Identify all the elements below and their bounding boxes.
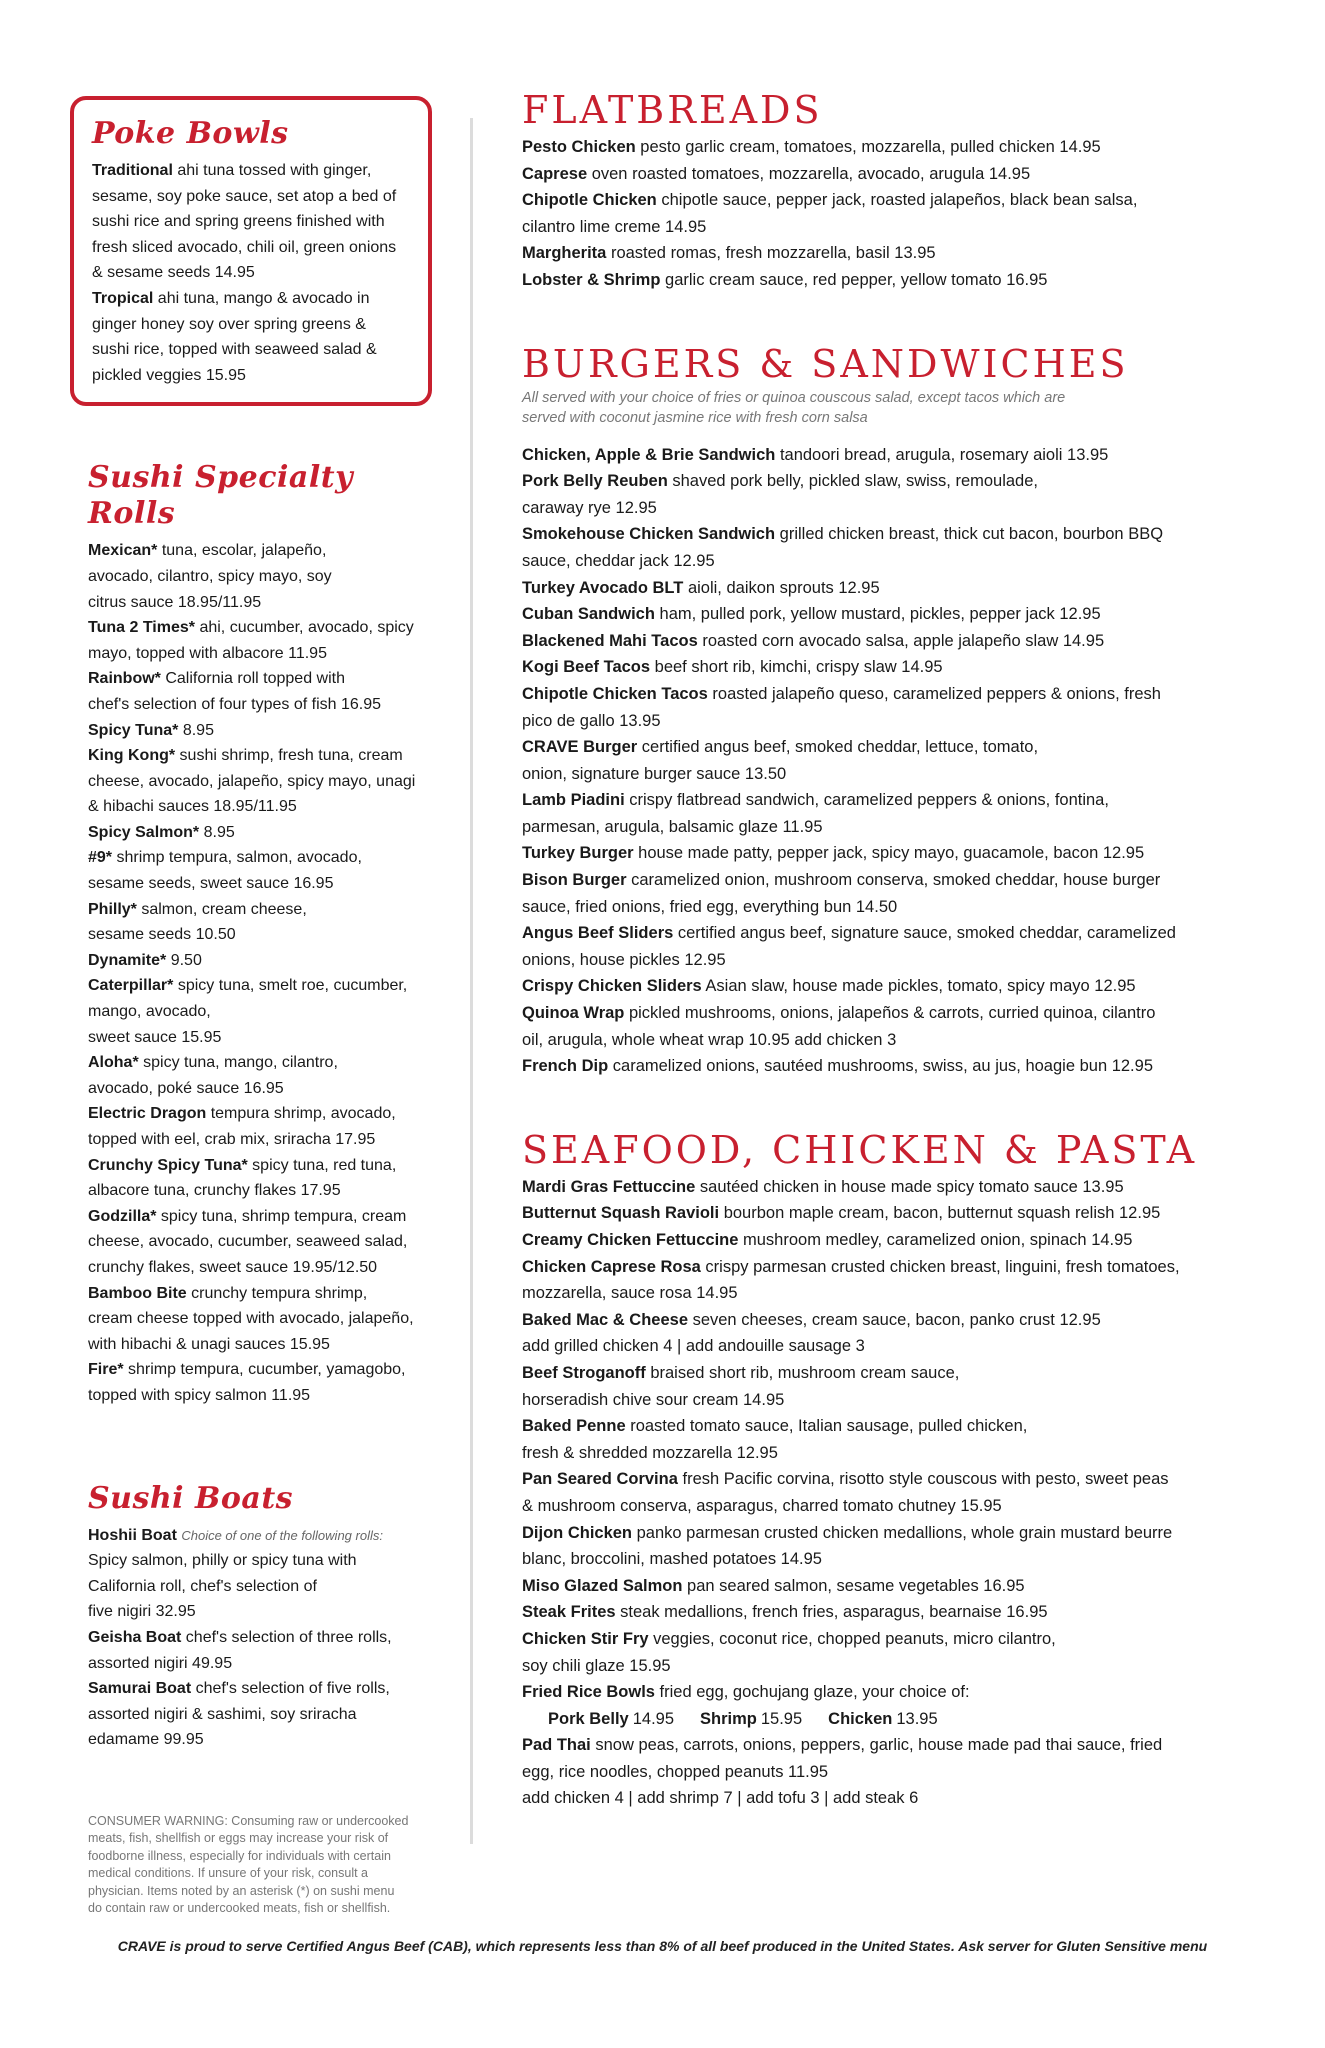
warning-line: physician. Items noted by an asterisk (*) on sushi menu xyxy=(88,1883,395,1898)
poke-bowls-list xyxy=(92,158,414,388)
item-description-line: assorted nigiri 49.95 xyxy=(88,1654,233,1672)
menu-item xyxy=(88,615,440,641)
menu-item xyxy=(522,654,1282,681)
item-description: garlic cream sauce, red pepper, yellow tomato 16.95 xyxy=(660,270,1048,289)
right-column xyxy=(522,88,1282,1860)
item-name: Dynamite* xyxy=(88,951,167,969)
item-description-line: mozzarella, sauce rosa 14.95 xyxy=(522,1284,738,1303)
item-name: Crunchy Spicy Tuna* xyxy=(88,1156,248,1174)
item-name: Mardi Gras Fettuccine xyxy=(522,1177,696,1196)
footer-note: CRAVE is proud to serve Certified Angus Beef (CAB), which represents less than 8% of all beef produced in the United States. Ask server for Gluten Sensitive menu xyxy=(117,1938,1208,1954)
warning-line: do contain raw or undercooked meats, fish or shellfish. xyxy=(88,1901,391,1916)
item-description-line: & sesame seeds 14.95 xyxy=(92,264,255,282)
menu-item xyxy=(522,601,1282,628)
menu-item xyxy=(522,1413,1282,1440)
item-description-line: edamame 99.95 xyxy=(88,1731,204,1749)
seafood-list xyxy=(522,1174,1282,1706)
item-name: Beef Stroganoff xyxy=(522,1363,646,1382)
item-description-line: avocado, cilantro, spicy mayo, soy xyxy=(88,567,332,585)
item-name: Tuna 2 Times* xyxy=(88,619,195,637)
item-description-line: cream cheese topped with avocado, jalapeño, xyxy=(88,1310,414,1328)
sushi-boats-title: Sushi Boats xyxy=(88,1480,294,1516)
item-name: Geisha Boat xyxy=(88,1628,182,1646)
item-description: 9.50 xyxy=(166,951,202,969)
item-description-line: sesame, soy poke sauce, set atop a bed of xyxy=(92,187,397,205)
menu-item xyxy=(522,240,1282,267)
item-description: crunchy tempura shrimp, xyxy=(186,1284,368,1302)
item-description: ahi tuna tossed with ginger, xyxy=(172,162,372,179)
option-name: Chicken xyxy=(828,1709,893,1728)
sushi-boats-list xyxy=(88,1625,440,1753)
item-description: ahi tuna, mango & avocado in xyxy=(153,289,370,307)
menu-item xyxy=(522,1000,1282,1027)
item-description: spicy tuna, smelt roe, cucumber, xyxy=(173,977,408,995)
note-line: served with coconut jasmine rice with fresh corn salsa xyxy=(522,409,868,426)
item-name: Kogi Beef Tacos xyxy=(522,658,651,677)
item-description: pesto garlic cream, tomatoes, mozzarella, pulled chicken 14.95 xyxy=(635,138,1101,156)
item-description-line: sesame seeds, sweet sauce 16.95 xyxy=(88,875,334,893)
item-name: Rainbow* xyxy=(88,670,161,688)
item-name: Dijon Chicken xyxy=(522,1523,633,1542)
menu-item xyxy=(522,787,1282,814)
menu-item xyxy=(88,538,440,564)
item-description-line: cheese, avocado, cucumber, seaweed salad, xyxy=(88,1233,408,1251)
item-description: caramelized onions, sautéed mushrooms, swiss, au jus, hoagie bun 12.95 xyxy=(608,1057,1153,1076)
item-description: California roll topped with xyxy=(160,670,345,688)
menu-item xyxy=(522,1227,1282,1254)
item-name: Angus Beef Sliders xyxy=(522,924,674,943)
item-description: fresh Pacific corvina, risotto style couscous with pesto, sweet peas xyxy=(677,1470,1169,1489)
item-description-line: albacore tuna, crunchy flakes 17.95 xyxy=(88,1182,341,1200)
burgers-section xyxy=(522,342,1282,1080)
menu-item xyxy=(522,973,1282,1000)
item-name: Tropical xyxy=(92,289,154,307)
note-line: All served with your choice of fries or quinoa couscous salad, except tacos which are xyxy=(522,389,1066,406)
item-description: chef's selection of five rolls, xyxy=(191,1680,390,1698)
item-description-line: five nigiri 32.95 xyxy=(88,1603,196,1621)
item-name: Samurai Boat xyxy=(88,1680,192,1698)
burgers-note xyxy=(522,388,1282,428)
column-divider xyxy=(470,118,473,1844)
item-description: panko parmesan crusted chicken medallions, whole grain mustard beurre xyxy=(632,1523,1173,1542)
menu-item xyxy=(522,1520,1282,1547)
option-name: Pork Belly xyxy=(548,1709,629,1728)
item-name: Creamy Chicken Fettuccine xyxy=(522,1231,739,1249)
item-description-line: assorted nigiri & sashimi, soy sriracha xyxy=(88,1705,357,1723)
item-description-line: pico de gallo 13.95 xyxy=(522,711,661,730)
menu-item xyxy=(522,920,1282,947)
item-description: spicy tuna, red tuna, xyxy=(247,1156,397,1174)
flatbreads-title: FLATBREADS xyxy=(522,88,823,132)
item-name: Pan Seared Corvina xyxy=(522,1470,678,1489)
consumer-warning xyxy=(70,1813,418,1918)
menu-item xyxy=(522,442,1282,469)
item-description-line: citrus sauce 18.95/11.95 xyxy=(88,593,262,611)
menu-item xyxy=(522,187,1282,214)
menu-item xyxy=(522,1732,1282,1759)
menu-item xyxy=(522,575,1282,602)
item-description: snow peas, carrots, onions, peppers, garlic, house made pad thai sauce, fried xyxy=(590,1736,1163,1755)
item-description-line: mango, avocado, xyxy=(88,1003,211,1021)
item-name: Bamboo Bite xyxy=(88,1284,187,1302)
menu-item xyxy=(88,743,440,769)
item-description-line: egg, rice noodles, chopped peanuts 11.95 xyxy=(522,1762,829,1781)
item-note: Choice of one of the following rolls: xyxy=(181,1527,383,1543)
item-name: Lobster & Shrimp xyxy=(522,270,661,289)
menu-item-hoshii-boat xyxy=(88,1523,440,1549)
menu-item xyxy=(88,1153,440,1179)
item-description-line: oil, arugula, whole wheat wrap 10.95 add chicken 3 xyxy=(522,1030,897,1049)
item-name: Pesto Chicken xyxy=(522,138,636,156)
hoshii-boat-description xyxy=(88,1548,440,1625)
item-description-line: Spicy salmon, philly or spicy tuna with xyxy=(88,1552,357,1570)
warning-line: CONSUMER WARNING: Consuming raw or undercooked xyxy=(88,1813,409,1828)
item-name: CRAVE Burger xyxy=(522,738,638,757)
item-description-line: sauce, cheddar jack 12.95 xyxy=(522,551,715,570)
menu-item xyxy=(522,468,1282,495)
option-name: Shrimp xyxy=(700,1709,757,1728)
item-name: Godzilla* xyxy=(88,1207,157,1225)
menu-item xyxy=(88,820,440,846)
item-description-line: fresh & shredded mozzarella 12.95 xyxy=(522,1443,778,1462)
item-description: veggies, coconut rice, chopped peanuts, micro cilantro, xyxy=(648,1629,1056,1648)
menu-item xyxy=(522,628,1282,655)
item-description: pickled mushrooms, onions, jalapeños & carrots, curried quinoa, cilantro xyxy=(624,1004,1156,1023)
item-description: crispy flatbread sandwich, caramelized peppers & onions, fontina, xyxy=(624,791,1109,810)
menu-item xyxy=(522,1200,1282,1227)
item-description-line: add grilled chicken 4 | add andouille sausage 3 xyxy=(522,1337,865,1356)
menu-item xyxy=(522,161,1282,188)
item-name: Lamb Piadini xyxy=(522,791,625,810)
item-name: Margherita xyxy=(522,244,607,263)
item-description-line: topped with spicy salmon 11.95 xyxy=(88,1386,311,1404)
item-name: Chipotle Chicken Tacos xyxy=(522,684,708,703)
item-description: chipotle sauce, pepper jack, roasted jalapeños, black bean salsa, xyxy=(656,191,1138,210)
item-description-line: pickled veggies 15.95 xyxy=(92,366,246,384)
item-description: certified angus beef, signature sauce, smoked cheddar, caramelized xyxy=(673,924,1176,943)
menu-item xyxy=(88,666,440,692)
menu-item xyxy=(522,1599,1282,1626)
item-description-line: sweet sauce 15.95 xyxy=(88,1028,222,1046)
item-name: Caterpillar* xyxy=(88,977,174,995)
item-description-line: fresh sliced avocado, chili oil, green onions xyxy=(92,238,397,256)
menu-item xyxy=(522,1626,1282,1653)
menu-item xyxy=(522,840,1282,867)
item-name: Mexican* xyxy=(88,542,158,560)
item-description-line: cilantro lime creme 14.95 xyxy=(522,217,707,236)
item-description: ham, pulled pork, yellow mustard, pickles, pepper jack 12.95 xyxy=(654,605,1101,624)
menu-item xyxy=(522,134,1282,161)
item-description: spicy tuna, mango, cilantro, xyxy=(138,1054,338,1072)
item-name: Baked Penne xyxy=(522,1417,626,1436)
item-name: Steak Frites xyxy=(522,1603,616,1622)
left-column xyxy=(70,96,440,1918)
item-description-line: parmesan, arugula, balsamic glaze 11.95 xyxy=(522,817,823,836)
poke-bowls-title: Poke Bowls xyxy=(92,116,289,151)
menu-item xyxy=(88,1357,440,1383)
item-name: Miso Glazed Salmon xyxy=(522,1576,683,1595)
menu-item xyxy=(92,158,414,184)
item-name: Chicken Stir Fry xyxy=(522,1629,649,1648)
item-description: braised short rib, mushroom cream sauce, xyxy=(645,1363,960,1382)
menu-item xyxy=(88,845,440,871)
item-name: Pork Belly Reuben xyxy=(522,472,668,491)
item-description-line: onion, signature burger sauce 13.50 xyxy=(522,764,787,783)
menu-item xyxy=(88,1676,440,1702)
item-description: salmon, cream cheese, xyxy=(136,900,307,918)
option-price: 15.95 xyxy=(760,1709,803,1728)
option-price: 13.95 xyxy=(896,1709,938,1728)
menu-item xyxy=(88,1281,440,1307)
menu-item xyxy=(522,1053,1282,1080)
item-description: grilled chicken breast, thick cut bacon, bourbon BBQ xyxy=(775,525,1164,544)
item-name: Turkey Burger xyxy=(522,844,634,863)
item-description: tandoori bread, arugula, rosemary aioli 13.95 xyxy=(775,445,1109,464)
menu-item xyxy=(522,521,1282,548)
menu-item xyxy=(88,973,440,999)
item-name: Caprese xyxy=(522,164,588,183)
item-description-line: California roll, chef's selection of xyxy=(88,1577,317,1595)
item-description: 8.95 xyxy=(178,721,214,739)
item-description-line: & hibachi sauces 18.95/11.95 xyxy=(88,798,297,816)
item-description-line: mayo, topped with albacore 11.95 xyxy=(88,644,327,662)
item-description: sautéed chicken in house made spicy tomato sauce 13.95 xyxy=(695,1177,1124,1196)
item-description-line: sushi rice and spring greens finished with xyxy=(92,213,385,231)
item-description: roasted jalapeño queso, caramelized peppers & onions, fresh xyxy=(707,684,1161,703)
item-description: seven cheeses, cream sauce, bacon, panko crust 12.95 xyxy=(688,1310,1101,1329)
item-name: Philly* xyxy=(88,900,137,918)
item-name: Aloha* xyxy=(88,1054,139,1072)
item-name: Spicy Salmon* xyxy=(88,823,200,841)
sushi-rolls-section xyxy=(70,460,440,1408)
item-description: fried egg, gochujang glaze, your choice of: xyxy=(654,1683,970,1702)
menu-item-pad-thai xyxy=(522,1732,1282,1812)
item-description-line: caraway rye 12.95 xyxy=(522,498,657,517)
menu-item xyxy=(88,718,440,744)
item-description-line: blanc, broccolini, mashed potatoes 14.95 xyxy=(522,1550,822,1569)
item-description: 8.95 xyxy=(199,823,235,841)
menu-item xyxy=(522,734,1282,761)
item-name: King Kong* xyxy=(88,747,176,765)
item-name: Bison Burger xyxy=(522,871,627,890)
warning-line: medical conditions. If unsure of your risk, consult a xyxy=(88,1866,368,1881)
item-description-line: crunchy flakes, sweet sauce 19.95/12.50 xyxy=(88,1258,378,1276)
item-description: caramelized onion, mushroom conserva, smoked cheddar, house burger xyxy=(626,871,1161,890)
item-description-line: soy chili glaze 15.95 xyxy=(522,1656,671,1675)
menu-item xyxy=(522,1174,1282,1201)
item-description: shrimp tempura, cucumber, yamagobo, xyxy=(123,1361,406,1379)
warning-line: meats, fish, shellfish or eggs may increase your risk of xyxy=(88,1831,389,1846)
menu-item xyxy=(522,1307,1282,1334)
item-name: #9* xyxy=(88,849,113,867)
menu-item xyxy=(522,1254,1282,1281)
item-description: mushroom medley, caramelized onion, spinach 14.95 xyxy=(738,1231,1133,1249)
menu-item xyxy=(522,1679,1282,1706)
item-name: Butternut Squash Ravioli xyxy=(522,1204,720,1223)
item-description-line: avocado, poké sauce 16.95 xyxy=(88,1079,284,1097)
item-description: shrimp tempura, salmon, avocado, xyxy=(112,849,362,867)
item-name: Quinoa Wrap xyxy=(522,1004,625,1023)
menu-item xyxy=(88,1625,440,1651)
item-description-line: sauce, fried onions, fried egg, everything bun 14.50 xyxy=(522,897,898,916)
menu-item xyxy=(88,948,440,974)
item-description-line: sushi rice, topped with seaweed salad & xyxy=(92,341,377,359)
sushi-rolls-list xyxy=(88,538,440,1408)
item-name: Chicken, Apple & Brie Sandwich xyxy=(522,445,776,464)
item-description: certified angus beef, smoked cheddar, lettuce, tomato, xyxy=(637,738,1039,757)
option-price: 14.95 xyxy=(632,1709,675,1728)
item-name: Traditional xyxy=(92,162,173,179)
item-description-line: chef's selection of four types of fish 16.95 xyxy=(88,695,381,713)
item-name: Pad Thai xyxy=(522,1736,591,1755)
item-description-line: ginger honey soy over spring greens & xyxy=(92,315,366,333)
item-description: sushi shrimp, fresh tuna, cream xyxy=(175,747,403,765)
menu-item xyxy=(92,286,414,312)
seafood-section xyxy=(522,1128,1282,1812)
item-description: beef short rib, kimchi, crispy slaw 14.95 xyxy=(650,658,943,677)
item-description: steak medallions, french fries, asparagus, bearnaise 16.95 xyxy=(615,1603,1048,1622)
item-name: Hoshii Boat xyxy=(88,1526,177,1544)
item-name: Spicy Tuna* xyxy=(88,721,179,739)
item-name: Turkey Avocado BLT xyxy=(522,578,684,597)
menu-item xyxy=(88,1101,440,1127)
menu-item xyxy=(88,1204,440,1230)
item-name: Fire* xyxy=(88,1361,124,1379)
menu-item xyxy=(522,267,1282,294)
burgers-list xyxy=(522,442,1282,1080)
item-description: house made patty, pepper jack, spicy mayo, guacamole, bacon 12.95 xyxy=(633,844,1145,863)
item-description: pan seared salmon, sesame vegetables 16.95 xyxy=(682,1576,1025,1595)
flatbreads-section xyxy=(522,88,1282,294)
item-name: Blackened Mahi Tacos xyxy=(522,631,698,650)
seafood-title: SEAFOOD, CHICKEN & PASTA xyxy=(522,1127,1198,1172)
menu-item xyxy=(522,1573,1282,1600)
menu-item xyxy=(522,867,1282,894)
item-description: shaved pork belly, pickled slaw, swiss, remoulade, xyxy=(667,472,1038,491)
sushi-rolls-title: Sushi Specialty Rolls xyxy=(88,460,354,532)
item-name: Cuban Sandwich xyxy=(522,605,655,624)
sushi-boats-section xyxy=(70,1481,440,1753)
item-name: Electric Dragon xyxy=(88,1105,207,1123)
item-description-line: onions, house pickles 12.95 xyxy=(522,950,726,969)
item-name: Crispy Chicken Sliders xyxy=(522,977,702,996)
burgers-title: BURGERS & SANDWICHES xyxy=(522,341,1129,386)
item-description-line: topped with eel, crab mix, sriracha 17.95 xyxy=(88,1131,376,1148)
item-description-line: with hibachi & unagi sauces 15.95 xyxy=(88,1335,330,1353)
item-description-line: sesame seeds 10.50 xyxy=(88,926,236,944)
item-description-line: cheese, avocado, jalapeño, spicy mayo, unagi xyxy=(88,772,416,790)
item-description: crispy parmesan crusted chicken breast, linguini, fresh tomatoes, xyxy=(700,1257,1180,1276)
item-name: Fried Rice Bowls xyxy=(522,1683,655,1702)
menu-item xyxy=(522,681,1282,708)
menu-item xyxy=(88,1050,440,1076)
menu-item xyxy=(522,1360,1282,1387)
item-description: bourbon maple cream, bacon, butternut squash relish 12.95 xyxy=(719,1204,1161,1223)
item-name: Chipotle Chicken xyxy=(522,191,657,210)
item-description: tuna, escolar, jalapeño, xyxy=(157,542,327,560)
item-description: tempura shrimp, avocado, xyxy=(206,1105,396,1123)
menu-item xyxy=(522,1466,1282,1493)
poke-bowls-box xyxy=(70,96,432,406)
item-description: spicy tuna, shrimp tempura, cream xyxy=(156,1207,407,1225)
warning-line: foodborne illness, especially for individuals with certain xyxy=(88,1848,391,1863)
menu-item xyxy=(88,897,440,923)
item-description-line: add chicken 4 | add shrimp 7 | add tofu 3 | add steak 6 xyxy=(522,1789,919,1808)
fried-rice-options xyxy=(522,1706,1282,1733)
item-description: ahi, cucumber, avocado, spicy xyxy=(195,619,414,637)
item-name: Chicken Caprese Rosa xyxy=(522,1257,701,1276)
flatbreads-list xyxy=(522,134,1282,294)
item-description: oven roasted tomatoes, mozzarella, avocado, arugula 14.95 xyxy=(587,164,1031,183)
item-description: roasted corn avocado salsa, apple jalapeño slaw 14.95 xyxy=(697,631,1105,650)
item-description-line: & mushroom conserva, asparagus, charred tomato chutney 15.95 xyxy=(522,1496,1002,1515)
item-description: chef's selection of three rolls, xyxy=(181,1628,392,1646)
item-name: Baked Mac & Cheese xyxy=(522,1310,688,1329)
item-description-line: horseradish chive sour cream 14.95 xyxy=(522,1390,785,1409)
item-description: aioli, daikon sprouts 12.95 xyxy=(683,578,880,597)
item-description: Asian slaw, house made pickles, tomato, spicy mayo 12.95 xyxy=(701,977,1136,996)
item-name: French Dip xyxy=(522,1057,609,1076)
item-description: roasted tomato sauce, Italian sausage, pulled chicken, xyxy=(625,1417,1028,1436)
item-name: Smokehouse Chicken Sandwich xyxy=(522,525,776,544)
item-description: roasted romas, fresh mozzarella, basil 13.95 xyxy=(606,244,936,263)
